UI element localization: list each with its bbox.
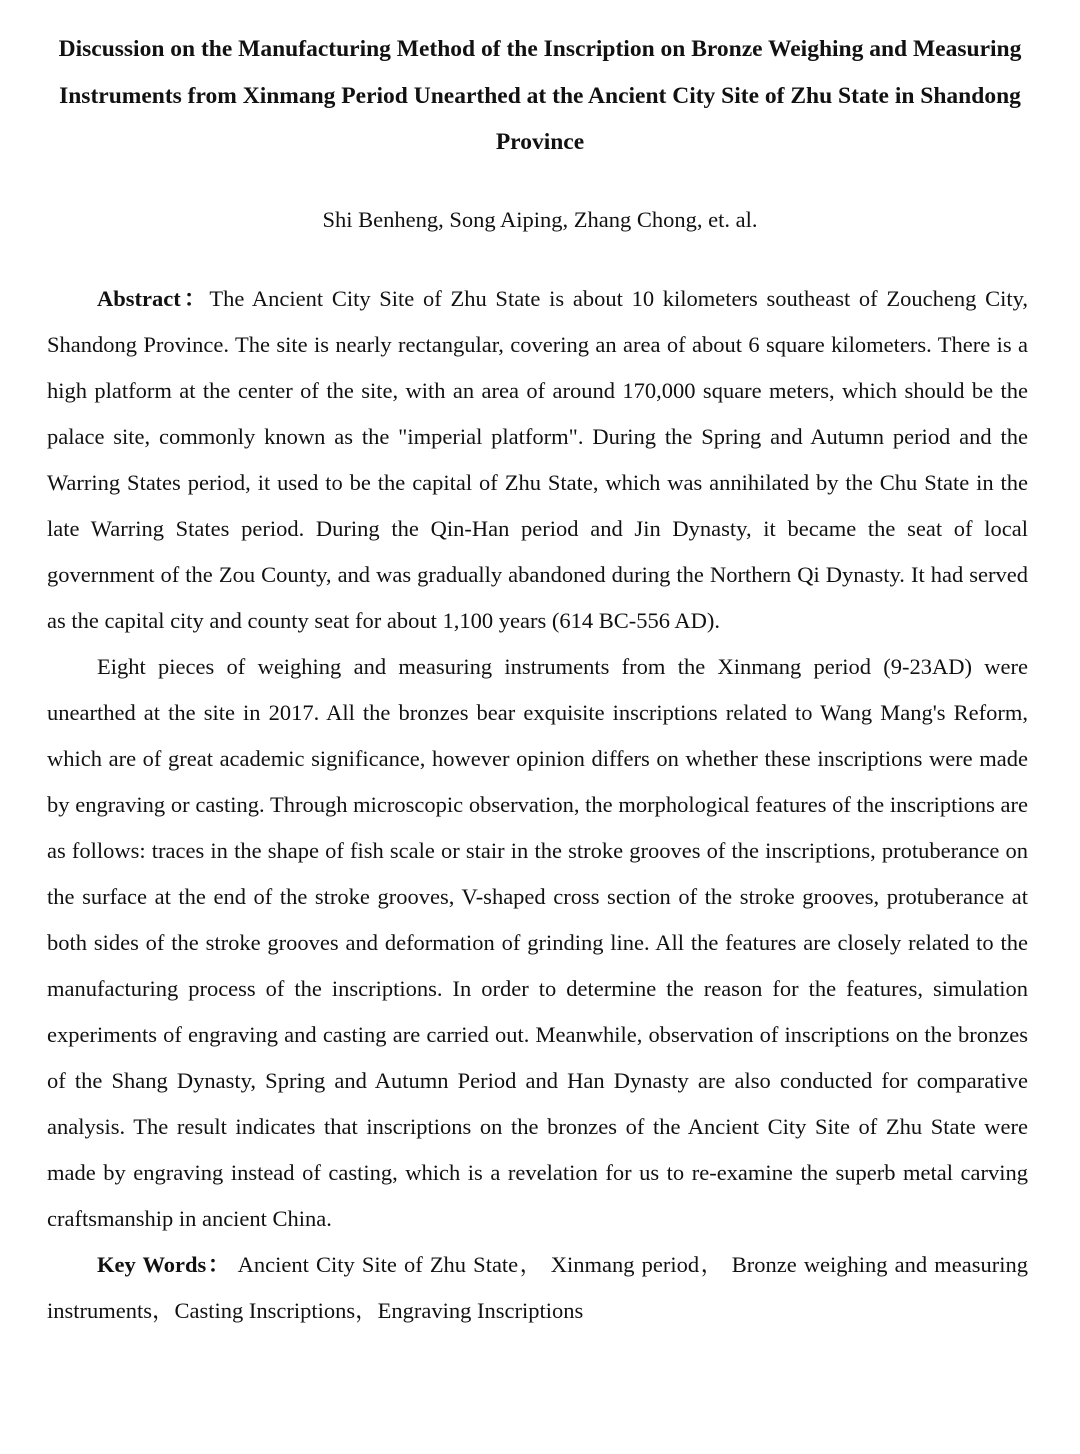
abstract-paragraph-2 [47,644,1028,1242]
abstract-label: Abstract： [97,286,210,311]
paper-body [47,276,1028,1334]
keywords-text: Ancient City Site of Zhu State， Xinmang period， Bronze weighing and measuring instruments，Casting Inscriptions，Engraving Inscriptions [47,1252,1029,1323]
paper-authors: Shi Benheng, Song Aiping, Zhang Chong, et. al. [322,207,758,232]
paper-title: Discussion on the Manufacturing Method of the Inscription on Bronze Weighing and Measuring Instruments from Xinmang Period Unearthed at the Ancient City Site of Zhu State in Shandong Province [58,36,1022,155]
keywords-paragraph [47,1242,1028,1334]
abstract-text-2: Eight pieces of weighing and measuring instruments from the Xinmang period (9-23AD) were unearthed at the site in 2017. All the bronzes bear exquisite inscriptions related to Wang Mang's Reform, which are of great academic significance, however opinion differs on whether these inscriptions were made by engraving or casting. Through microscopic observation, the morphological features of the inscriptions are as follows: traces in the shape of fish scale or stair in the stroke grooves of the inscriptions, protuberance on the surface at the end of the stroke grooves, V-shaped cross section of the stroke grooves, protuberance at both sides of the stroke grooves and deformation of grinding line. All the features are closely related to the manufacturing process of the inscriptions. In order to determine the reason for the features, simulation experiments of engraving and casting are carried out. Meanwhile, observation of inscriptions on the bronzes of the Shang Dynasty, Spring and Autumn Period and Han Dynasty are also conducted for comparative analysis. The result indicates that inscriptions on the bronzes of the Ancient City Site of Zhu State were made by engraving instead of casting, which is a revelation for us to re-examine the superb metal carving craftsmanship in ancient China. [47,654,1028,1231]
keywords-label: Key Words： [97,1252,232,1277]
abstract-text-1: The Ancient City Site of Zhu State is about 10 kilometers southeast of Zoucheng City, Shandong Province. The site is nearly rectangular, covering an area of about 6 square kilometers. There is a high platform at the center of the site, with an area of around 170,000 square meters, which should be the palace site, commonly known as the "imperial platform". During the Spring and Autumn period and the Warring States period, it used to be the capital of Zhu State, which was annihilated by the Chu State in the late Warring States period. During the Qin-Han period and Jin Dynasty, it became the seat of local government of the Zou County, and was gradually abandoned during the Northern Qi Dynasty. It had served as the capital city and county seat for about 1,100 years (614 BC-556 AD). [47,286,1029,633]
abstract-paragraph-1 [47,276,1028,644]
